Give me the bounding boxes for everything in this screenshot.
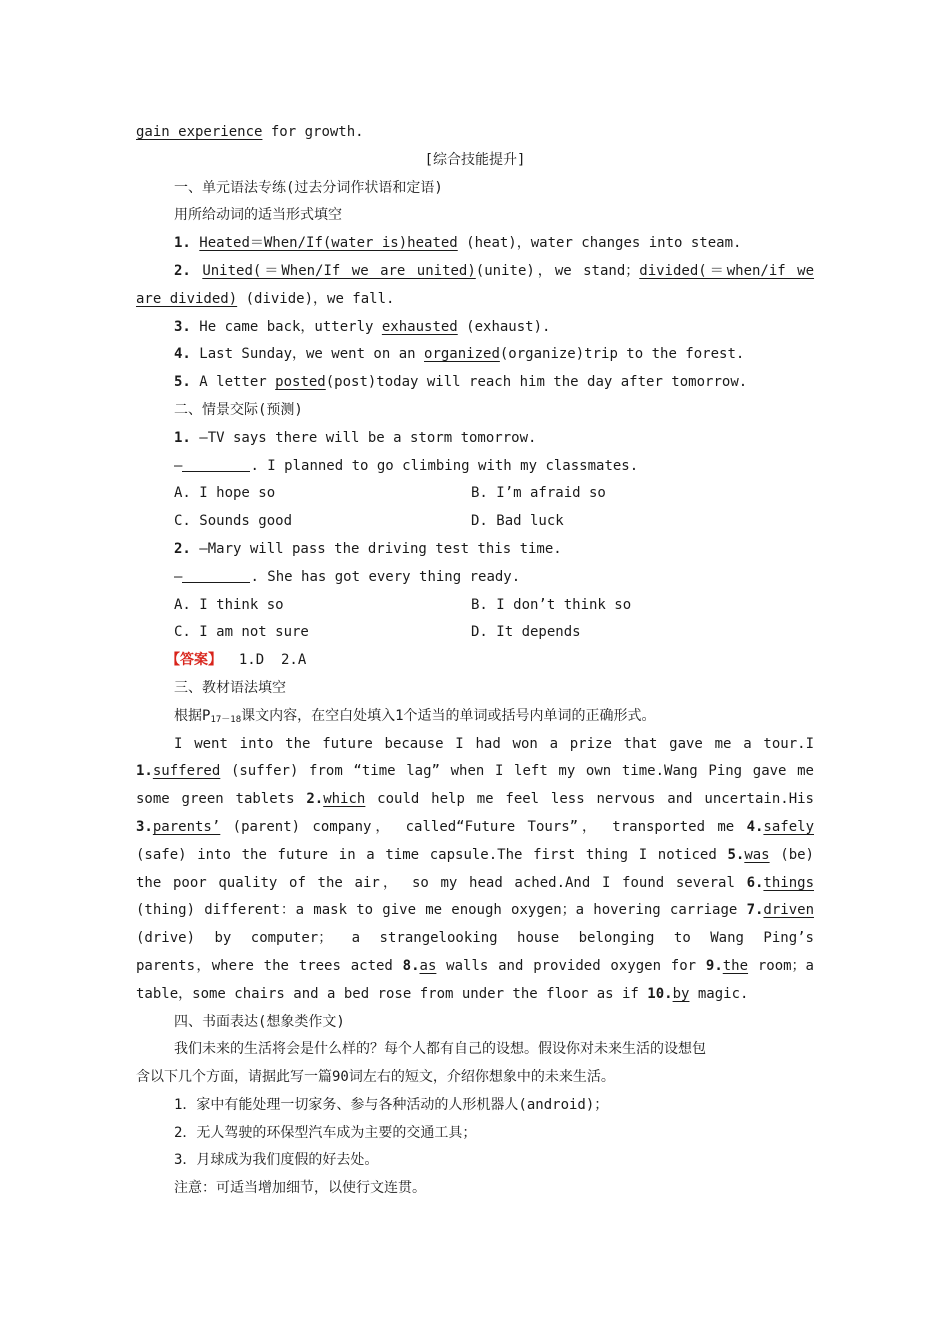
answer-blank [182,566,250,583]
writing-prompt-line-2: 含以下几个方面，请据此写一篇90词左右的短文，介绍你想象中的未来生活。 [136,1069,615,1086]
cloze-line-7 [136,897,814,925]
dialogue-q1-options-cd [136,508,814,536]
cloze-text: the poor quality of the air， so my head ached.And I found several [136,874,747,891]
cloze-text: walls and provided oxygen for [436,957,706,974]
answer: driven [763,902,814,919]
dialogue-q2-response [136,564,814,592]
answer: was [744,846,770,863]
q-number: 2. [174,540,191,557]
document-body [136,119,814,1203]
cloze-line-8: (drive) by computer； a strangelooking house belonging to Wang Ping’s [136,930,814,947]
cloze-text: magic. [689,985,749,1002]
grammar-q3 [136,314,814,342]
answer: exhausted [381,318,458,335]
q-text: . I planned to go climbing with my classmates. [250,457,639,474]
q-text: (organize)trip to the forest. [499,346,745,363]
cloze-instruction [136,703,814,731]
cloze-text: (suffer) from “time lag” when I left my own time.Wang Ping gave me [220,763,814,780]
dialogue-q1 [136,425,814,453]
answer: the [722,957,749,974]
blank-number: 5. [727,846,745,863]
blank-number: 1. [136,763,153,780]
option-c: C. I am not sure [174,624,309,641]
dialogue-q1-response [136,453,814,481]
answer: Heated＝When/If(water is)heated [199,235,458,252]
cloze-text: room；a [748,957,814,974]
dialogue-q1-options-ab [136,480,814,508]
cloze-line-4 [136,814,814,842]
q-text: Last Sunday，we went on an [190,346,425,363]
option-d: D. Bad luck [471,513,564,530]
section-title: [综合技能提升] [424,151,526,168]
cloze-line-6 [136,870,814,898]
blank-number: 9. [705,957,723,974]
cloze-line-9 [136,953,814,981]
q-number: 4. [174,346,191,363]
cloze-text: table，some chairs and a bed rose from under the floor as if [136,985,648,1002]
intro-answer: gain experience [136,124,263,140]
q-number: 1. [174,429,191,446]
q-text: (unite)，we stand； [475,262,640,279]
cloze-text: (safe) into the future in a time capsule.The first thing I noticed [136,846,728,863]
dialogue-q2-options-ab [136,592,814,620]
answer-tag: 【答案】 [166,652,222,669]
grammar-q4 [136,341,814,369]
answer: which [323,791,366,808]
intro-text: for growth. [262,124,364,140]
answer: suffered [152,763,221,780]
q-text: (heat)，water changes into steam. [457,235,742,252]
grammar-instruction: 用所给动词的适当形式填空 [174,207,342,224]
writing-note: 注意：可适当增加细节，以使行文连贯。 [174,1180,426,1197]
blank-number: 10. [647,985,673,1002]
q-text: —Mary will pass the driving test this time. [190,540,562,557]
answer: as [419,957,437,974]
q-number: 3. [174,318,191,335]
writing-heading: 四、书面表达(想象类作文) [174,1013,345,1030]
grammar-heading: 一、单元语法专练(过去分词作状语和定语) [174,179,443,196]
grammar-q1 [136,230,814,258]
intro-line [136,119,814,147]
cloze-line-3 [136,786,814,814]
cloze-text: some green tablets [136,791,307,808]
answer: safely [763,818,814,835]
grammar-q2-line1 [136,258,814,286]
q-text: . She has got every thing ready. [250,568,521,585]
blank-number: 6. [746,874,764,891]
option-a: A. I think so [174,596,284,613]
page-range: 17－18 [210,714,242,725]
writing-item-1: 1．家中有能处理一切家务、参与各种活动的人形机器人(android)； [174,1096,609,1113]
answer: organized [424,346,500,363]
instruction-text: 课文内容，在空白处填入1个适当的单词或括号内单词的正确形式。 [241,707,656,724]
option-b: B. I’m afraid so [471,485,606,502]
cloze-line-10 [136,981,814,1009]
blank-number: 2. [306,791,324,808]
q-text: He came back，utterly [190,318,382,335]
blank-number: 3. [136,818,153,835]
option-b: B. I don’t think so [471,596,632,613]
cloze-text: (parent) company， called“Future Tours”， transported me [220,818,747,835]
cloze-heading: 三、教材语法填空 [174,679,286,696]
q-number: 5. [174,374,191,391]
answer: are divided) [136,290,238,307]
cloze-text: (be) [769,846,814,863]
cloze-line-5 [136,842,814,870]
dash: — [174,568,183,585]
cloze-text: parents，where the trees acted [136,957,403,974]
q-text: (divide)，we fall. [237,290,395,307]
option-a: A. I hope so [174,485,276,502]
blank-number: 4. [746,818,764,835]
q-text: —TV says there will be a storm tomorrow. [190,429,537,446]
option-c: C. Sounds good [174,513,293,530]
writing-item-2: 2．无人驾驶的环保型汽车成为主要的交通工具； [174,1124,477,1141]
dash: — [174,457,183,474]
q-text: A letter [190,374,276,391]
answer: posted [275,374,326,391]
answer: things [763,874,814,891]
blank-number: 8. [402,957,420,974]
dialogue-answer [136,647,814,675]
answer: by [672,985,690,1002]
q-number: 2. [174,262,191,279]
option-d: D. It depends [471,624,581,641]
dialogue-q2-options-cd [136,619,814,647]
q-number: 1. [174,235,191,252]
cloze-text: (thing) different：a mask to give me enough oxygen；a hovering carriage [136,902,747,919]
blank-number: 7. [746,902,764,919]
cloze-line-2 [136,758,814,786]
answer-blank [182,455,250,472]
cloze-text: could help me feel less nervous and uncertain.His [365,791,814,808]
dialogue-q2 [136,536,814,564]
grammar-q5 [136,369,814,397]
writing-prompt-line-1: 我们未来的生活将会是什么样的？每个人都有自己的设想。假设你对未来生活的设想包 [174,1041,706,1058]
answer-text: 1.D 2.A [222,652,307,669]
q-text: (exhaust). [457,318,551,335]
answer: parents’ [152,818,221,835]
answer: United(＝When/If we are united) [202,262,476,279]
grammar-q2-line2 [136,286,814,314]
q-text: (post)today will reach him the day after tomorrow. [325,374,748,391]
cloze-line-1: I went into the future because I had won a prize that gave me a tour.I [174,735,814,752]
writing-item-3: 3．月球成为我们度假的好去处。 [174,1152,379,1169]
instruction-text: 根据P [174,707,211,724]
answer: divided(＝when/if we [639,262,815,279]
dialogue-heading: 二、情景交际(预测) [174,401,303,418]
